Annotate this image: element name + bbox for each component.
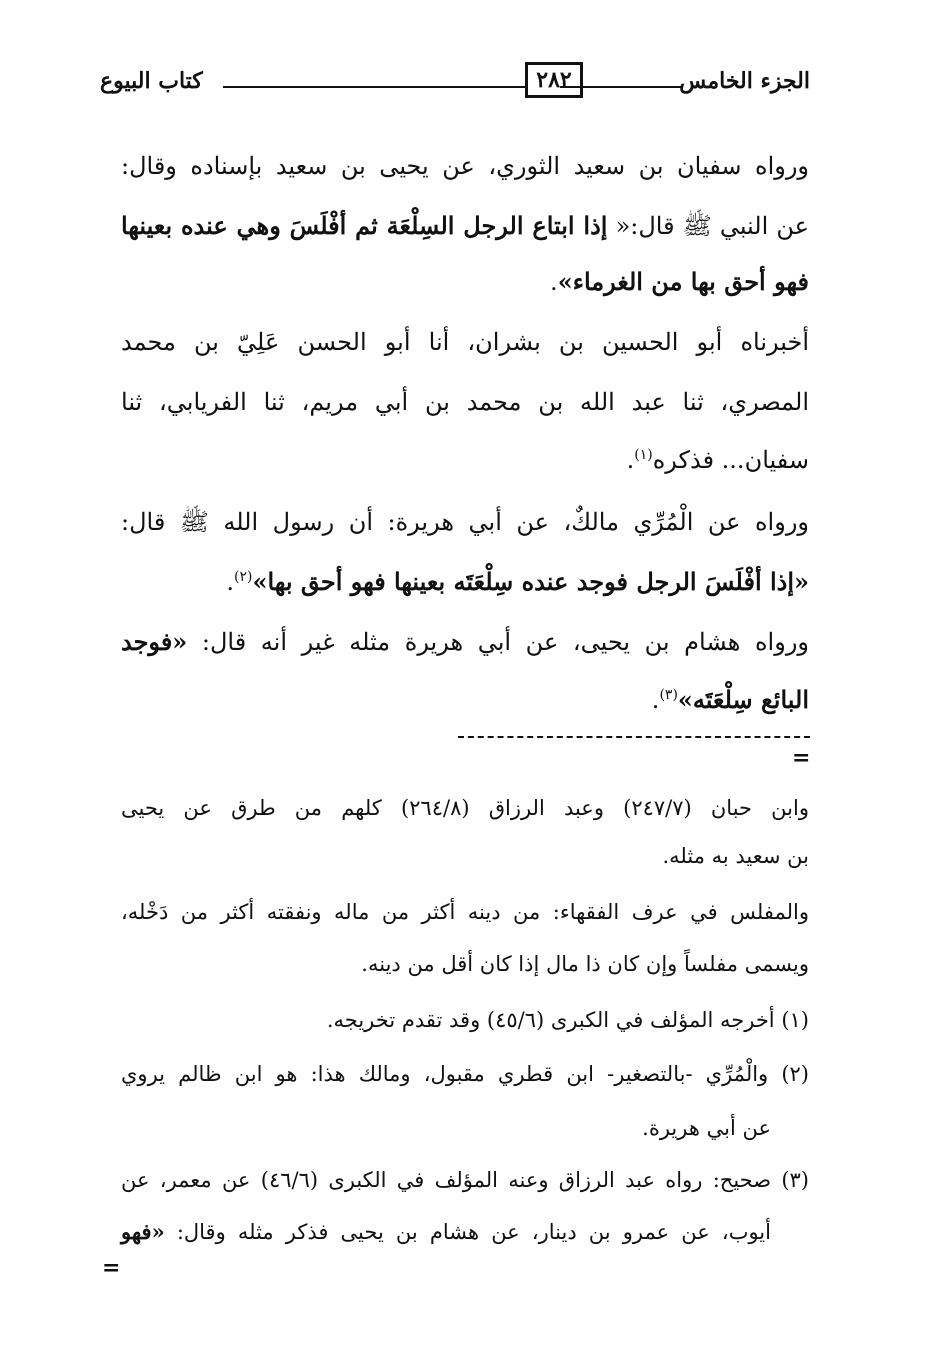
header-rule-left (223, 86, 525, 88)
footnote-ref-1: (١) (634, 447, 653, 463)
volume-label: الجزء الخامس (679, 68, 810, 94)
footnote-2: (٢) والْمُرِّي -بالتصغير- ابن قطري مقبول، ومالك هذا: هو ابن ظالم يروي (121, 1062, 809, 1086)
hadith-quote-2: «إذا أفْلَسَ الرجل فوجد عنده سِلْعَتَه بعينها فهو أحق بها» (252, 567, 809, 596)
footnote-ref-3: (٣) (659, 687, 678, 703)
footnote-3-cont: أيوب، عن عمرو بن دينار، عن هشام بن يحيى فذكر مثله وقال: «فهو (121, 1219, 771, 1244)
hadith-quote-1: إذا ابتاع الرجل السِلْعَة ثم أفْلَسَ وهي عنده بعينها (121, 211, 608, 240)
hadith-quote-1-end: فهو أحق بها من الغرماء» (557, 267, 809, 296)
page-header (100, 58, 810, 108)
main-line-6: سفيان... فذكره$^{(١)}$. (626, 446, 809, 474)
main-line-9: ورواه هشام بن يحيى، عن أبي هريرة مثله غير أنه قال: «فوجد (121, 627, 809, 656)
main-line-8: «إذا أفْلَسَ الرجل فوجد عنده سِلْعَتَه بعينها فهو أحق بها»$^{(٢)}$. (226, 567, 809, 596)
main-line-5: المصري، ثنا عبد الله بن محمد بن أبي مريم، ثنا الفريابي، ثنا (121, 388, 809, 416)
book-title: كتاب البيوع (100, 68, 203, 94)
hadith-quote-3-end: البائع سِلْعَتَه» (677, 685, 809, 714)
page-number: ٢٨٢ (525, 62, 583, 98)
continuation-mark-bottom: = (102, 1255, 121, 1281)
main-line-10: البائع سِلْعَتَه»$^{(٣)}$. (651, 685, 809, 714)
footnote-1: (١) أخرجه المؤلف في الكبرى (٤٥/٦) وقد تقدم تخريجه. (326, 1008, 809, 1032)
footnote-line-4: ويسمى مفلساً وإن كان ذا مال إذا كان أقل من دينه. (361, 952, 809, 976)
continuation-mark-top: = (792, 745, 811, 771)
footnote-line-2: بن سعيد به مثله. (662, 844, 809, 868)
main-line-2 (121, 206, 809, 246)
hadith-quote-3-start: «فوجد (121, 627, 188, 656)
line2-prefix: عن النبي ﷺ قال:« (615, 212, 809, 240)
footnote-line-3: والمفلس في عرف الفقهاء: من دينه أكثر من ماله ونفقته أكثر من دَخْله، (121, 900, 809, 924)
footnote-separator (458, 736, 810, 738)
main-line-7: ورواه عن الْمُرِّي مالكٌ، عن أبي هريرة: أن رسول الله ﷺ قال: (121, 508, 809, 536)
footnote-3: (٣) صحيح: رواه عبد الرزاق وعنه المؤلف في الكبرى (٤٦/٦) عن معمر، عن (121, 1168, 809, 1192)
footnote-line-1: وابن حبان (٢٤٧/٧) وعبد الرزاق (٢٦٤/٨) كلهم من طرق عن يحيى (121, 796, 809, 820)
main-line-3: فهو أحق بها من الغرماء». (550, 267, 809, 296)
main-line-1: ورواه سفيان بن سعيد الثوري، عن يحيى بن سعيد بإسناده وقال: (121, 152, 809, 180)
footnote-2-cont: عن أبي هريرة. (642, 1116, 771, 1140)
footnote-ref-2: (٢) (233, 569, 253, 585)
main-line-4: أخبرناه أبو الحسين بن بشران، أنا أبو الحسن عَلِيّ بن محمد (121, 328, 809, 356)
footnote-3-quote: «فهو (121, 1219, 165, 1244)
